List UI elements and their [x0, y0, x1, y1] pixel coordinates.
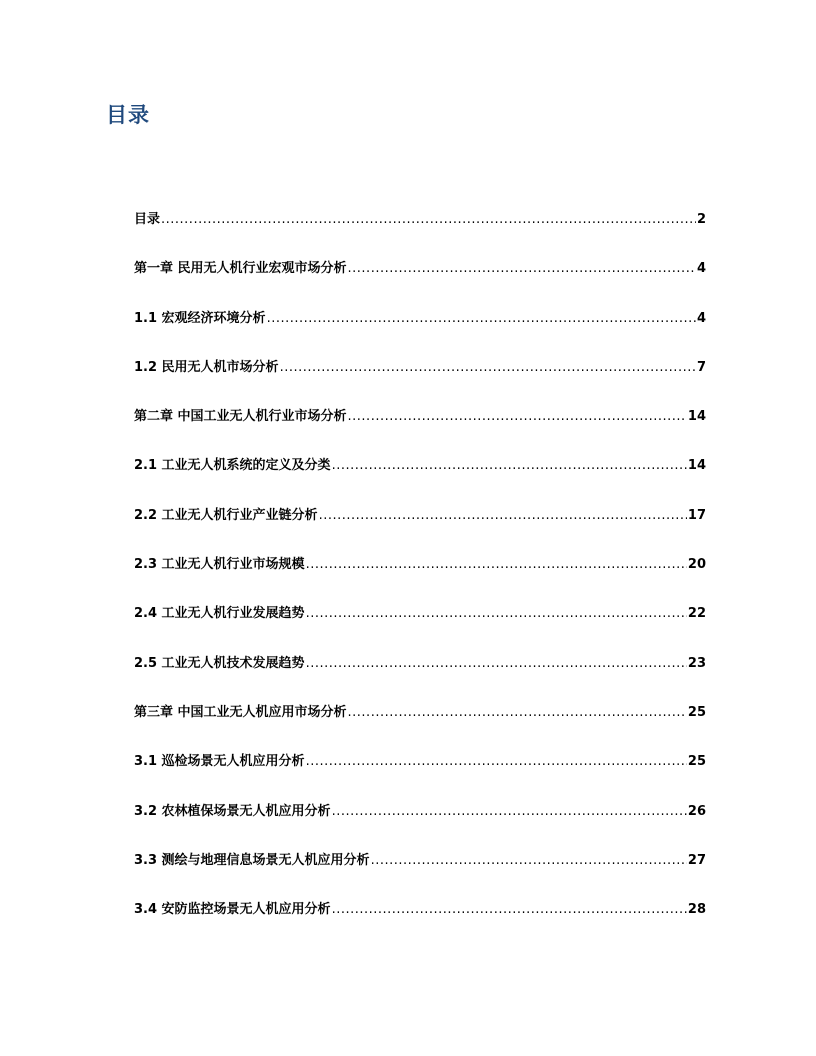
toc-entry-label: 第一章 民用无人机行业宏观市场分析: [134, 261, 347, 277]
toc-page-number: 23: [687, 655, 706, 671]
toc-entry-label: 第二章 中国工业无人机行业市场分析: [134, 409, 347, 425]
toc-page-number: 27: [687, 852, 706, 868]
toc-entry-label: 2.3 工业无人机行业市场规模: [134, 557, 305, 573]
toc-entry[interactable]: [134, 356, 706, 405]
toc-entry-label: 目录: [134, 212, 161, 227]
toc-page-number: 20: [687, 557, 706, 573]
toc-dot-leader: [332, 800, 687, 824]
toc-entry-label: 3.2 农林植保场景无人机应用分析: [134, 803, 331, 819]
toc-dot-leader: [348, 701, 687, 725]
table-of-contents: [134, 208, 706, 947]
toc-entry[interactable]: [134, 800, 706, 849]
toc-page-number: 4: [696, 261, 706, 277]
toc-entry-label: 第三章 中国工业无人机应用市场分析: [134, 704, 347, 720]
toc-entry-label: 2.2 工业无人机行业产业链分析: [134, 507, 318, 523]
toc-page-number: 28: [687, 902, 706, 918]
toc-dot-leader: [306, 602, 687, 626]
toc-dot-leader: [332, 454, 687, 478]
toc-entry[interactable]: [134, 898, 706, 947]
toc-page-number: 26: [687, 803, 706, 819]
toc-dot-leader: [371, 849, 687, 873]
toc-entry-label: 3.3 测绘与地理信息场景无人机应用分析: [134, 852, 370, 868]
toc-dot-leader: [319, 504, 687, 528]
toc-dot-leader: [332, 898, 687, 922]
toc-entry[interactable]: [134, 701, 706, 750]
toc-entry[interactable]: [134, 405, 706, 454]
toc-page-number: 25: [687, 754, 706, 770]
toc-page-number: 4: [696, 310, 706, 326]
toc-entry-label: 2.5 工业无人机技术发展趋势: [134, 655, 305, 671]
page-title: 目录: [106, 103, 150, 127]
toc-page-number: 22: [687, 606, 706, 622]
toc-entry-label: 2.1 工业无人机系统的定义及分类: [134, 458, 331, 474]
toc-entry[interactable]: [134, 652, 706, 701]
toc-page-number: 14: [687, 409, 706, 425]
toc-dot-leader: [280, 356, 696, 380]
toc-entry[interactable]: [134, 750, 706, 799]
toc-entry-label: 1.1 宏观经济环境分析: [134, 310, 266, 326]
toc-entry-label: 2.4 工业无人机行业发展趋势: [134, 606, 305, 622]
toc-entry[interactable]: [134, 454, 706, 503]
toc-entry[interactable]: [134, 504, 706, 553]
toc-page-number: 17: [687, 507, 706, 523]
toc-entry[interactable]: [134, 849, 706, 898]
toc-entry[interactable]: [134, 208, 706, 257]
toc-dot-leader: [306, 750, 687, 774]
toc-dot-leader: [267, 307, 696, 331]
toc-page-number: 7: [696, 359, 706, 375]
toc-page-number: 2: [696, 212, 706, 227]
toc-entry-label: 3.1 巡检场景无人机应用分析: [134, 754, 305, 770]
toc-entry[interactable]: [134, 553, 706, 602]
toc-entry[interactable]: [134, 257, 706, 306]
toc-entry[interactable]: [134, 602, 706, 651]
toc-page-number: 14: [687, 458, 706, 474]
toc-dot-leader: [306, 553, 687, 577]
toc-dot-leader: [306, 652, 687, 676]
toc-entry-label: 1.2 民用无人机市场分析: [134, 359, 279, 375]
toc-dot-leader: [161, 208, 696, 232]
toc-dot-leader: [348, 405, 687, 429]
toc-entry[interactable]: [134, 307, 706, 356]
toc-dot-leader: [348, 257, 696, 281]
toc-page-number: 25: [687, 704, 706, 720]
toc-entry-label: 3.4 安防监控场景无人机应用分析: [134, 902, 331, 918]
